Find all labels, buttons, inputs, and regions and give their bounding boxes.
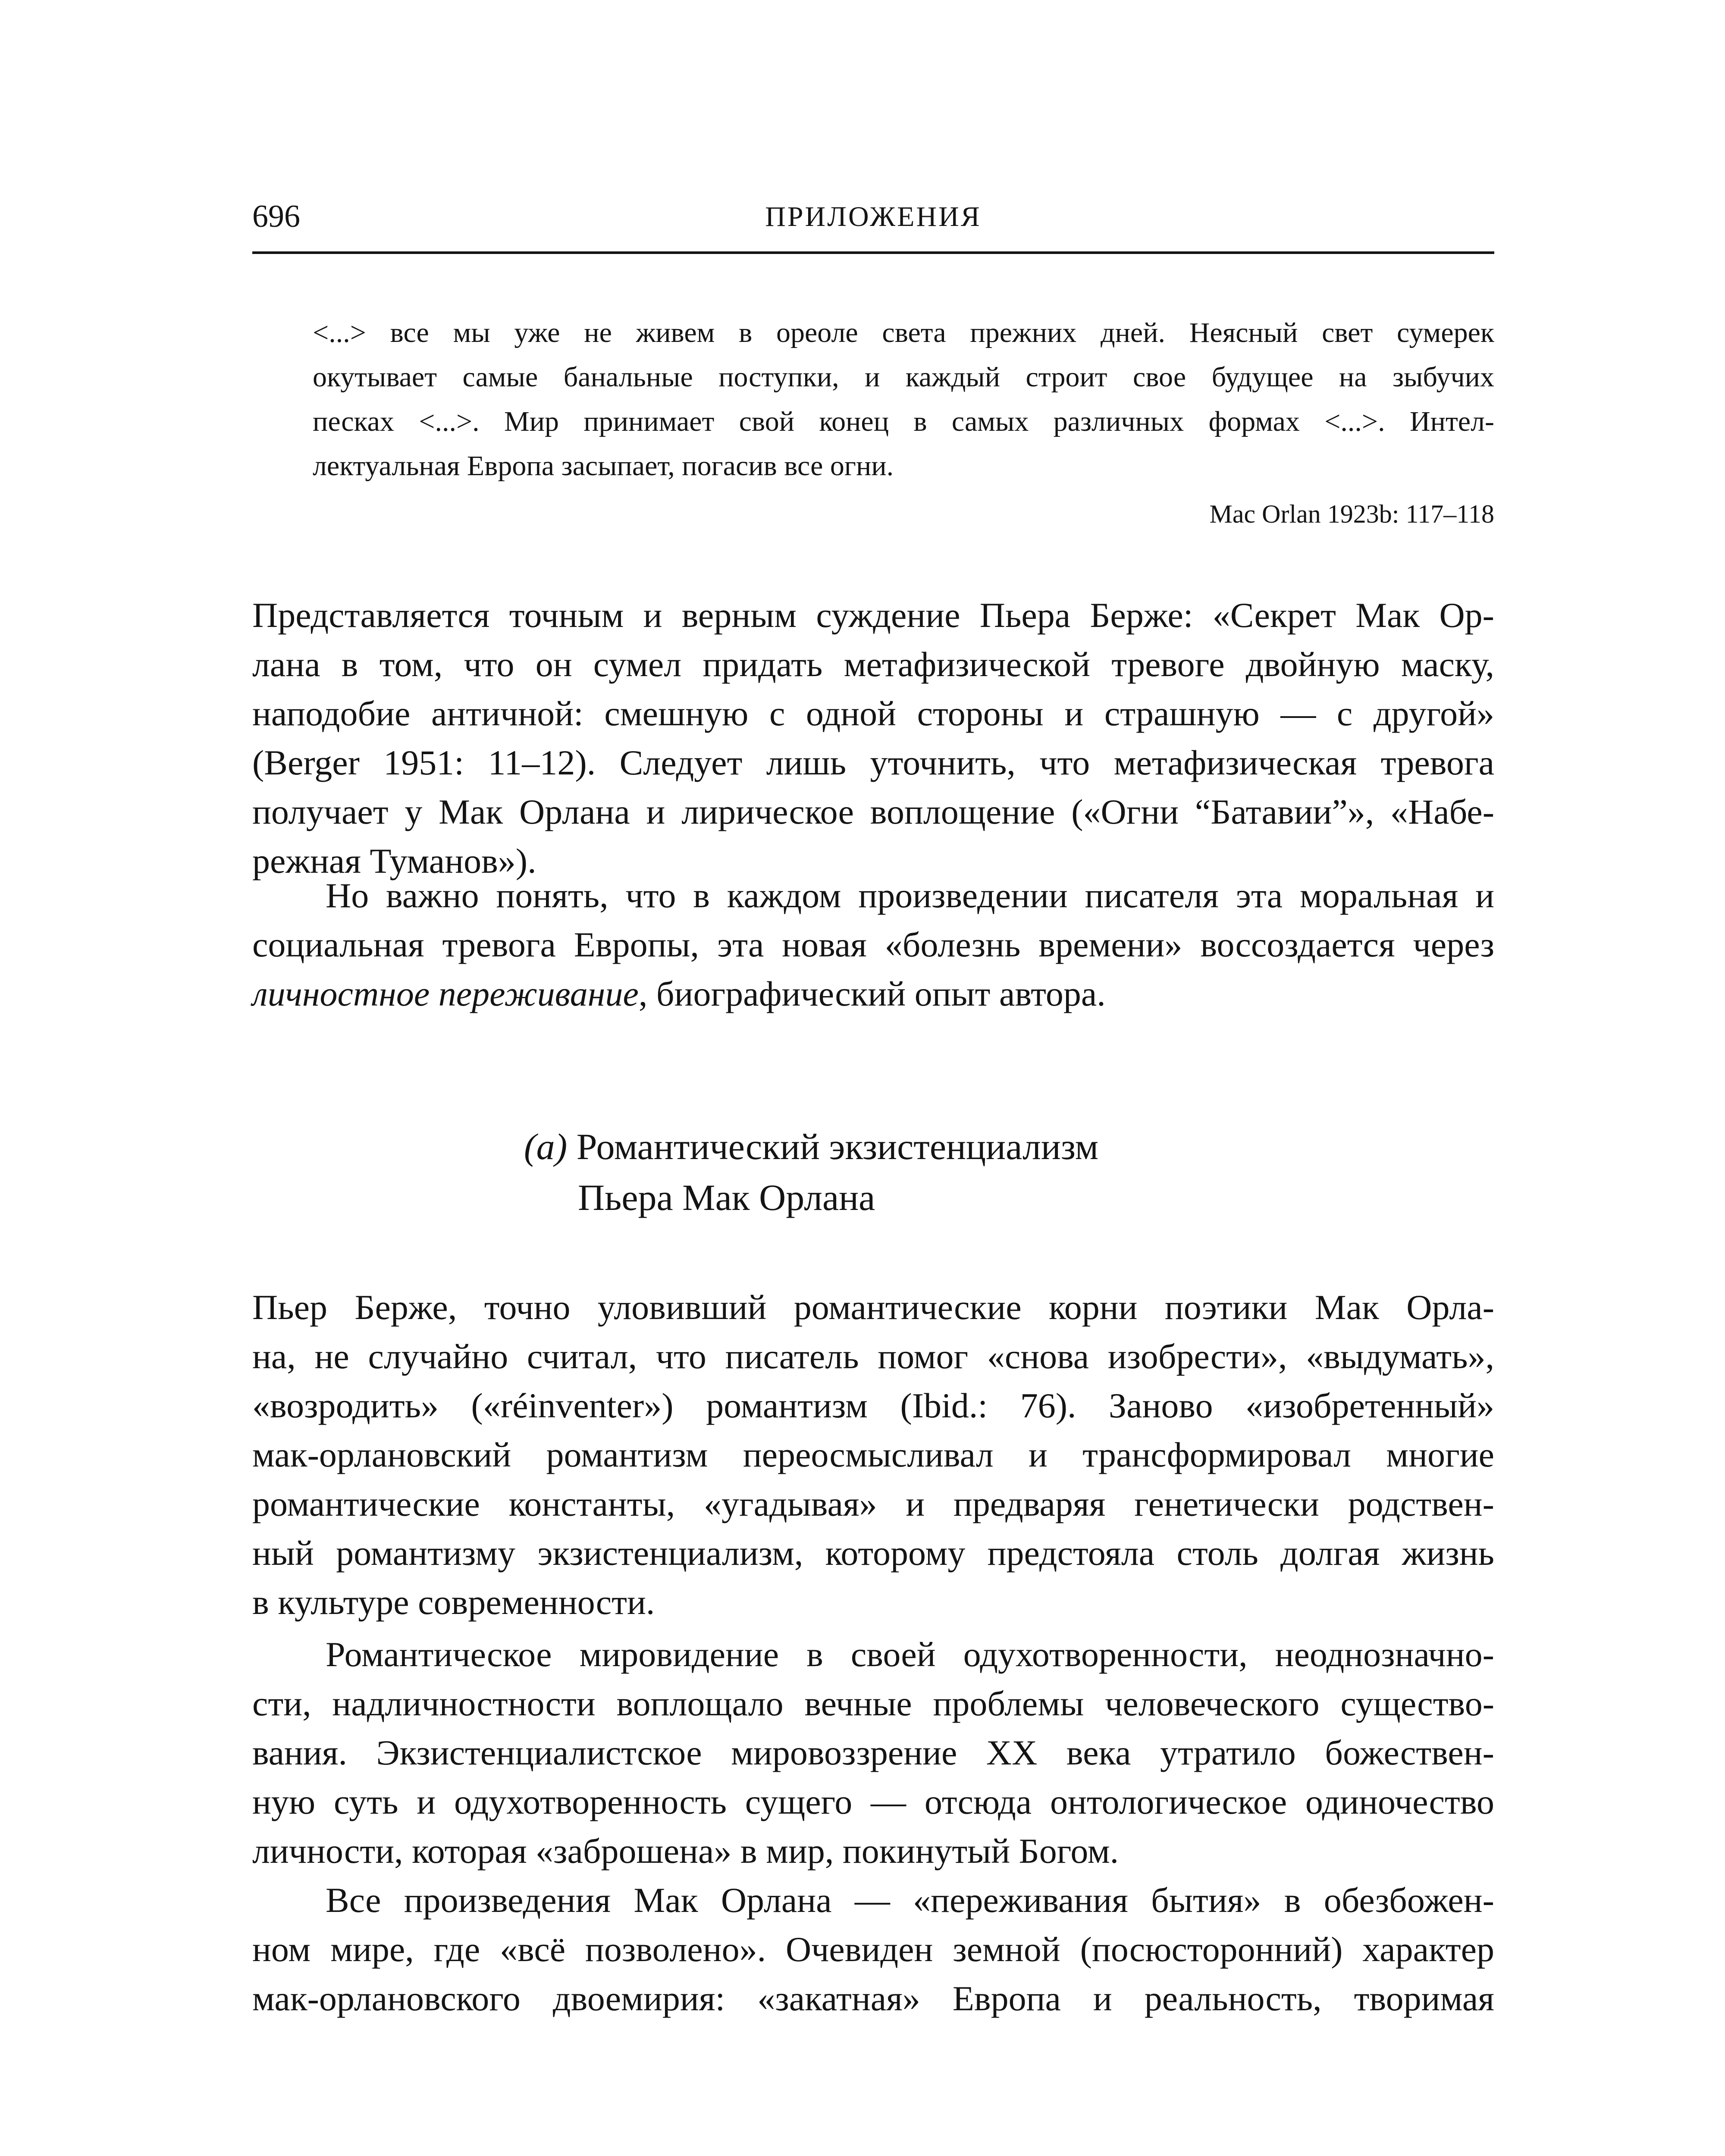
paragraph-1 xyxy=(252,591,1494,886)
page-number: 696 xyxy=(252,199,300,234)
epigraph xyxy=(313,310,1494,488)
text-line: ную суть и одухотворенность сущего — отсюда онтологическое одиночество xyxy=(252,1782,1494,1821)
text-line: на, не случайно считал, что писатель помог «снова изобрести», «выдумать», xyxy=(252,1337,1494,1376)
text-line: социальная тревога Европы, эта новая «болезнь времени» воссоздается через xyxy=(252,925,1494,964)
text-fragment: , биографический опыт автора. xyxy=(638,974,1106,1013)
epigraph-line: песках <...>. Мир принимает свой конец в самых различных формах <...>. Интел- xyxy=(313,406,1494,437)
text-line: вания. Экзистенциалистское мировоззрение XX века утратило божествен- xyxy=(252,1733,1494,1772)
epigraph-line: <...> все мы уже не живем в ореоле света прежних дней. Неясный свет сумерек xyxy=(313,317,1494,348)
text-line: мак-орлановского двоемирия: «закатная» Европа и реальность, творимая xyxy=(252,1979,1494,2018)
text-line: личности, которая «заброшена» в мир, покинутый Богом. xyxy=(252,1831,1119,1871)
paragraph-3 xyxy=(252,1283,1494,1627)
text-line: романтические константы, «угадывая» и предваряя генетически родствен- xyxy=(252,1484,1494,1523)
text-line: лана в том, что он сумел придать метафизической тревоге двойную маску, xyxy=(252,645,1494,684)
text-line: в культуре современности. xyxy=(252,1583,655,1622)
text-line: режная Туманов»). xyxy=(252,841,536,881)
paragraph-4 xyxy=(252,1630,1494,1876)
text-line: сти, надличностности воплощало вечные проблемы человеческого существо- xyxy=(252,1684,1494,1723)
text-line: Но важно понять, что в каждом произведении писателя эта моральная и xyxy=(326,876,1494,915)
epigraph-line: лектуальная Европа засыпает, погасив все огни. xyxy=(313,450,894,482)
epigraph-line: окутывает самые банальные поступки, и каждый строит свое будущее на зыбучих xyxy=(313,361,1494,393)
header-rule xyxy=(252,251,1494,254)
section-heading xyxy=(524,1121,1098,1223)
text-line: получает у Мак Орлана и лирическое воплощение («Огни “Батавии”», «Набе- xyxy=(252,792,1494,831)
section-title-line-2: Пьера Мак Орлана xyxy=(578,1177,875,1218)
text-line: Представляется точным и верным суждение Пьера Берже: «Секрет Мак Ор- xyxy=(252,595,1494,635)
text-line xyxy=(252,969,1494,1018)
running-head: ПРИЛОЖЕНИЯ xyxy=(765,201,982,232)
section-marker: (а) xyxy=(524,1126,568,1167)
paragraph-2 xyxy=(252,871,1494,1018)
paragraph-5 xyxy=(252,1876,1494,2023)
text-line: ном мире, где «всё позволено». Очевиден земной (посюсторонний) характер xyxy=(252,1930,1494,1969)
text-line: Все произведения Мак Орлана — «переживания бытия» в обезбожен- xyxy=(326,1880,1494,1920)
section-title-line-1: Романтический экзистенциализм xyxy=(576,1126,1099,1167)
italic-emphasis: личностное переживание xyxy=(252,974,639,1013)
text-line: ный романтизму экзистенциализм, которому предстояла столь долгая жизнь xyxy=(252,1533,1494,1573)
epigraph-source: Mac Orlan 1923b: 117–118 xyxy=(1209,500,1494,528)
text-line: Романтическое мировидение в своей одухотворенности, неоднозначно- xyxy=(326,1635,1494,1674)
text-line: (Berger 1951: 11–12). Следует лишь уточнить, что метафизическая тревога xyxy=(252,743,1494,782)
text-line: «возродить» («réinventer») романтизм (Ibid.: 76). Заново «изобретенный» xyxy=(252,1386,1494,1425)
text-line: Пьер Берже, точно уловивший романтические корни поэтики Мак Орла- xyxy=(252,1288,1494,1327)
text-line: мак-орлановский романтизм переосмысливал и трансформировал многие xyxy=(252,1435,1494,1474)
text-line: наподобие античной: смешную с одной стороны и страшную — с другой» xyxy=(252,694,1494,733)
